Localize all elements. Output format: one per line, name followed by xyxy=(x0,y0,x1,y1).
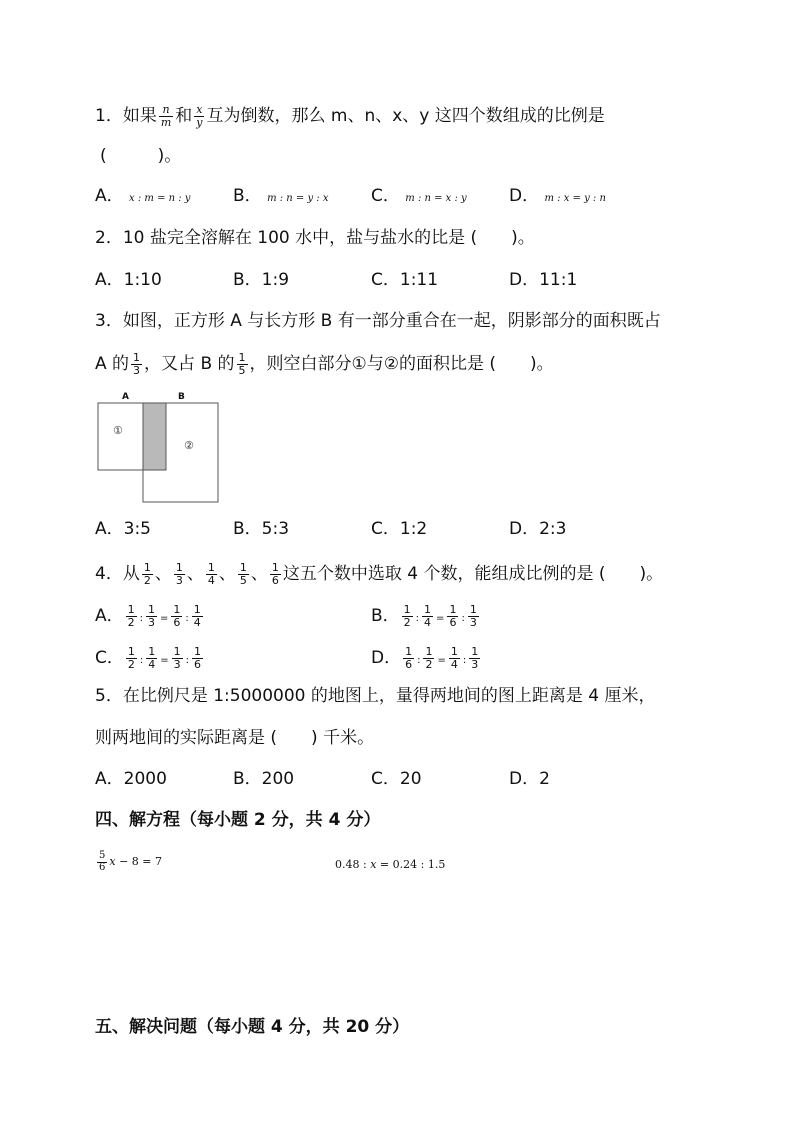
option-fraction: $\frac{1}{4}$ xyxy=(148,645,156,671)
section-5-title: 五、解决问题（每小题 4 分，共 20 分） xyxy=(95,1017,410,1037)
q3-option-d[interactable]: D．2:3 xyxy=(509,519,567,539)
q2-option-a[interactable]: A．1:10 xyxy=(95,270,162,290)
fraction-one-third: $\frac{1}{3}$ xyxy=(133,351,141,377)
equation-2[interactable]: 0.48 : x = 0.24 : 1.5 xyxy=(335,858,446,871)
q4-stem: 4．从 $\frac{1}{2}$ 、 $\frac{1}{3}$ 、 $\frac{1}{4}$ 、 $\frac{1}{5}$ 、 $\frac{1}{6}$ 这五个数中选取 4 个数，能组成比例的是 ( )。 xyxy=(95,561,664,587)
figure-label-b: B xyxy=(178,392,185,402)
option-fraction: $\frac{1}{4}$ xyxy=(193,603,201,629)
option-fraction: $\frac{1}{3}$ xyxy=(148,603,156,629)
q1-option-c[interactable]: C． m : n = x : y xyxy=(371,186,467,206)
fraction-1-5: $\frac{1}{5}$ xyxy=(239,561,247,587)
shaded-overlap xyxy=(143,403,166,470)
q3-option-c[interactable]: C．1:2 xyxy=(371,519,428,539)
option-fraction: $\frac{1}{4}$ xyxy=(450,645,458,671)
region-2-marker: ② xyxy=(184,439,194,452)
q4-option-c[interactable]: C． $\frac{1}{2}$ : $\frac{1}{4}$ = $\frac{1}{3}$ : $\frac{1}{6}$ xyxy=(95,645,202,671)
q1-option-d[interactable]: D． m : x = y : n xyxy=(509,186,606,206)
q4-option-b[interactable]: B． $\frac{1}{2}$ : $\frac{1}{4}$ = $\frac{1}{6}$ : $\frac{1}{3}$ xyxy=(371,603,477,629)
option-fraction: $\frac{1}{2}$ xyxy=(403,603,411,629)
q3-option-b[interactable]: B．5:3 xyxy=(233,519,290,539)
section-4-title: 四、解方程（每小题 2 分，共 4 分） xyxy=(95,810,381,830)
option-fraction: $\frac{1}{2}$ xyxy=(127,603,135,629)
region-1-marker: ① xyxy=(113,424,123,437)
fraction-1-6: $\frac{1}{6}$ xyxy=(271,561,279,587)
fraction-5-6: $\frac{5}{6}$ xyxy=(99,850,106,873)
q5-option-a[interactable]: A．2000 xyxy=(95,769,167,789)
q1-option-b[interactable]: B． m : n = y : x xyxy=(233,186,329,206)
q2-option-c[interactable]: C．1:11 xyxy=(371,270,439,290)
q5-option-d[interactable]: D．2 xyxy=(509,769,550,789)
fraction-1-2: $\frac{1}{2}$ xyxy=(143,561,151,587)
q5-option-b[interactable]: B．200 xyxy=(233,769,295,789)
q5-stem-line1: 5．在比例尺是 1:5000000 的地图上，量得两地间的图上距离是 4 厘米， xyxy=(95,686,656,706)
option-fraction: $\frac{1}{3}$ xyxy=(469,603,477,629)
fraction-x-over-y: $\frac{x}{y}$ xyxy=(196,103,203,129)
fraction-n-over-m: $\frac{n}{m}$ xyxy=(160,103,172,129)
q3-overlap-figure xyxy=(96,388,222,506)
fraction-one-fifth: $\frac{1}{5}$ xyxy=(238,351,246,377)
q1-option-a[interactable]: A． x : m = n : y xyxy=(95,186,191,206)
option-fraction: $\frac{1}{3}$ xyxy=(471,645,479,671)
fraction-1-3: $\frac{1}{3}$ xyxy=(175,561,183,587)
q5-stem-line2: 则两地间的实际距离是 ( ) 千米。 xyxy=(95,728,375,748)
figure-label-a: A xyxy=(122,392,129,402)
q4-option-a[interactable]: A． $\frac{1}{2}$ : $\frac{1}{3}$ = $\frac{1}{6}$ : $\frac{1}{4}$ xyxy=(95,603,201,629)
option-fraction: $\frac{1}{3}$ xyxy=(173,645,181,671)
q2-stem: 2．10 盐完全溶解在 100 水中，盐与盐水的比是 ( )。 xyxy=(95,228,535,248)
q2-option-b[interactable]: B．1:9 xyxy=(233,270,290,290)
q4-option-d[interactable]: D． $\frac{1}{6}$ : $\frac{1}{2}$ = $\frac{1}{4}$ : $\frac{1}{3}$ xyxy=(371,645,479,671)
option-fraction: $\frac{1}{6}$ xyxy=(449,603,457,629)
q3-stem-line1: 3．如图，正方形 A 与长方形 B 有一部分重合在一起，阴影部分的面积既占 xyxy=(95,311,661,331)
q1-answer-blank[interactable]: ( )。 xyxy=(100,146,182,166)
q3-stem-line2: A 的 $\frac{1}{3}$ ，又占 B 的 $\frac{1}{5}$ ，则空白部分①与②的面积比是 ( )。 xyxy=(95,351,554,377)
option-fraction: $\frac{1}{2}$ xyxy=(127,645,135,671)
option-fraction: $\frac{1}{4}$ xyxy=(424,603,432,629)
equation-1[interactable]: $\frac{5}{6}$ x − 8 = 7 xyxy=(99,850,163,873)
q5-option-c[interactable]: C．20 xyxy=(371,769,422,789)
option-fraction: $\frac{1}{2}$ xyxy=(425,645,433,671)
option-fraction: $\frac{1}{6}$ xyxy=(194,645,202,671)
option-fraction: $\frac{1}{6}$ xyxy=(405,645,413,671)
q3-option-a[interactable]: A．3:5 xyxy=(95,519,151,539)
q1-stem: 1．如果 $\frac{n}{m}$ 和 $\frac{x}{y}$ 互为倒数，那么 m、n、x、y 这四个数组成的比例是 xyxy=(95,103,605,129)
option-fraction: $\frac{1}{6}$ xyxy=(173,603,181,629)
q2-option-d[interactable]: D．11:1 xyxy=(509,270,578,290)
fraction-1-4: $\frac{1}{4}$ xyxy=(207,561,215,587)
